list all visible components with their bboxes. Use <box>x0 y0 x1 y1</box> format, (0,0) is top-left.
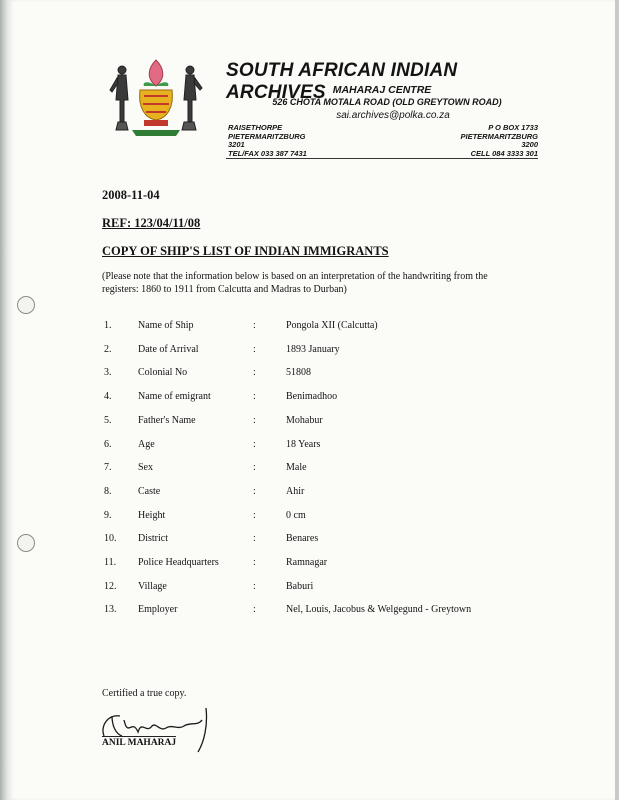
record-separator: : <box>253 367 256 379</box>
record-number: 6. <box>104 438 112 450</box>
record-label: Caste <box>138 485 161 497</box>
record-value: 51808 <box>286 367 311 379</box>
record-label: Employer <box>138 604 178 616</box>
interpretation-note: (Please note that the information below is based on an interpretation of the handwriting from the registers: 1860 to 1911 from Calcutta and Madras to Durban) <box>102 271 488 295</box>
address-line: 3200 <box>521 140 538 150</box>
record-separator: : <box>253 462 256 474</box>
record-number: 3. <box>104 367 112 379</box>
org-address: 526 CHOTA MOTALA ROAD (OLD GREYTOWN ROAD) <box>272 97 502 107</box>
record-row <box>0 581 619 597</box>
record-label: Village <box>138 580 167 592</box>
archives-logo-icon <box>108 56 204 142</box>
record-number: 9. <box>104 509 112 521</box>
record-label: Name of emigrant <box>138 391 211 403</box>
record-value: Ramnagar <box>286 557 328 568</box>
record-label: Sex <box>138 462 153 474</box>
address-line: PIETERMARITZBURG <box>460 131 538 141</box>
record-number: 12. <box>104 580 117 592</box>
record-label: Date of Arrival <box>138 343 199 355</box>
record-row <box>0 391 619 407</box>
right-address-block <box>430 124 538 158</box>
record-row <box>0 604 619 620</box>
record-row <box>0 415 619 431</box>
record-separator: : <box>253 604 256 616</box>
record-value: 1893 January <box>286 343 340 355</box>
record-separator: : <box>253 343 256 355</box>
left-address-block <box>228 124 348 158</box>
record-separator: : <box>253 557 256 568</box>
record-number: 11. <box>104 557 117 568</box>
record-row <box>0 320 619 336</box>
address-line: RAISETHORPE <box>228 123 283 132</box>
record-number: 5. <box>104 414 112 426</box>
record-number: 1. <box>104 320 112 331</box>
org-name: SOUTH AFRICAN INDIAN ARCHIVES <box>226 60 458 103</box>
record-row <box>0 557 619 573</box>
punch-hole <box>17 296 35 314</box>
record-label: Police Headquarters <box>138 557 219 568</box>
record-separator: : <box>253 533 256 545</box>
record-value: Ahir <box>286 485 305 497</box>
record-label: Father's Name <box>138 414 196 426</box>
record-row <box>0 533 619 549</box>
record-label: Colonial No <box>138 367 188 379</box>
address-line: PIETERMARITZBURG <box>228 131 306 141</box>
record-separator: : <box>253 485 256 497</box>
record-separator: : <box>253 438 256 450</box>
record-value: Male <box>286 462 307 474</box>
record-value: Benares <box>286 533 319 545</box>
record-separator: : <box>253 509 256 521</box>
reference-number: REF: 123/04/11/08 <box>102 216 201 230</box>
record-separator: : <box>253 414 256 426</box>
record-number: 2. <box>104 343 112 355</box>
document-date: 2008-11-04 <box>102 188 160 202</box>
record-value: Nel, Louis, Jacobus & Welgegund - Greytown <box>286 604 472 616</box>
record-value: Baburi <box>286 580 314 592</box>
document-title: COPY OF SHIP'S LIST OF INDIAN IMMIGRANTS <box>102 244 389 258</box>
address-line: P O BOX 1733 <box>488 123 538 132</box>
address-line: 3201 <box>228 140 245 150</box>
record-row <box>0 439 619 455</box>
record-row <box>0 367 619 383</box>
record-separator: : <box>253 320 256 331</box>
record-number: 13. <box>104 604 117 616</box>
record-value: Mohabur <box>286 414 323 426</box>
header-divider <box>226 158 538 159</box>
record-label: Height <box>138 509 166 521</box>
record-value: 0 cm <box>286 509 306 521</box>
record-row <box>0 486 619 502</box>
record-value: Benimadhoo <box>286 391 338 403</box>
record-separator: : <box>253 580 256 592</box>
record-label: Name of Ship <box>138 320 194 331</box>
org-email: sai.archives@polka.co.za <box>336 110 450 121</box>
record-separator: : <box>253 391 256 403</box>
org-centre: MAHARAJ CENTRE <box>332 84 432 96</box>
address-line: CELL 084 3333 301 <box>470 148 538 158</box>
record-number: 4. <box>104 391 112 403</box>
record-number: 8. <box>104 485 112 497</box>
signer-name: ANIL MAHARAJ <box>102 738 177 748</box>
certification-text: Certified a true copy. <box>102 688 187 699</box>
record-number: 10. <box>104 533 117 545</box>
record-value: Pongola XII (Calcutta) <box>286 320 378 331</box>
record-label: Age <box>138 438 155 450</box>
record-row <box>0 344 619 360</box>
address-line: TEL/FAX 033 387 7431 <box>228 148 307 158</box>
record-row <box>0 510 619 526</box>
record-value: 18 Years <box>286 438 321 450</box>
record-label: District <box>138 533 168 545</box>
record-number: 7. <box>104 462 112 474</box>
record-row <box>0 462 619 478</box>
